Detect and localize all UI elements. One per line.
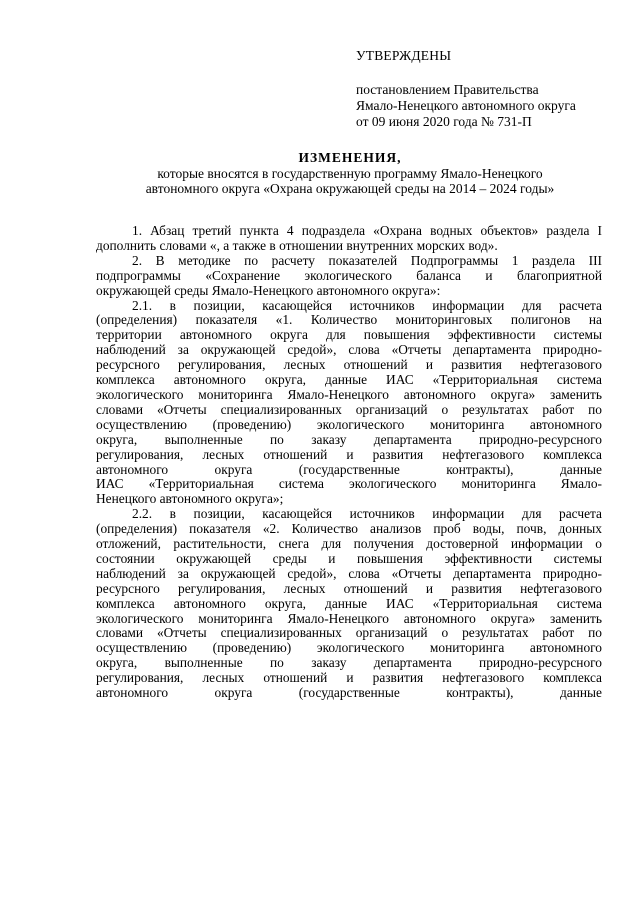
paragraph [96, 224, 602, 254]
paragraph-line: (определения) показателя «1. Количество мониторинговых полигонов на [96, 312, 602, 328]
paragraph-line: наблюдений за окружающей средой», слова «Отчеты департамента природно- [96, 342, 602, 358]
approval-stamp [356, 48, 626, 130]
paragraph-line: автономного округа (государственные контракты), данные [96, 461, 602, 477]
paragraph-line: Ненецкого автономного округа»; [96, 491, 284, 507]
paragraph [96, 299, 602, 508]
paragraph-line: осуществлению (проведению) экологического мониторинга автономного [96, 416, 602, 432]
paragraph-line: окружающей среды Ямало-Ненецкого автономного округа»: [96, 282, 441, 298]
paragraph-line: комплекса автономного округа, данные ИАС «Территориальная система [96, 372, 602, 388]
paragraph-line: экологического мониторинга Ямало-Ненецкого автономного округа» заменить [96, 610, 602, 626]
paragraph-line: словами «Отчеты специализированных организаций о результатах работ по [96, 625, 602, 641]
paragraph-line: округа, выполненные по заказу департамента природно-ресурсного [96, 431, 602, 447]
paragraph-line: округа, выполненные по заказу департамента природно-ресурсного [96, 655, 602, 671]
paragraph [96, 507, 602, 701]
paragraph-line: осуществлению (проведению) экологического мониторинга автономного [96, 640, 602, 656]
paragraph-line: автономного округа (государственные контракты), данные [96, 685, 602, 701]
document-subtitle-line: которые вносятся в государственную программу Ямало-Ненецкого [157, 166, 543, 181]
paragraph-line: 2.2. в позиции, касающейся источников информации для расчета [132, 506, 602, 522]
paragraph-line: ИАС «Территориальная система экологического мониторинга Ямало- [96, 476, 602, 492]
paragraph-line: 2. В методике по расчету показателей Подпрограммы 1 раздела III [132, 252, 602, 268]
paragraph-line: 1. Абзац третий пункта 4 подраздела «Охрана водных объектов» раздела I [132, 223, 602, 238]
paragraph-line: дополнить словами «, а также в отношении внутренних морских вод». [96, 237, 498, 253]
paragraph [96, 254, 602, 299]
paragraph-line: подпрограммы «Сохранение экологического баланса и благоприятной [96, 267, 602, 283]
approval-line: постановлением Правительства [356, 82, 539, 97]
paragraph-line: ресурсного регулирования, лесных отношений и развития нефтегазового [96, 357, 602, 373]
document-title: ИЗМЕНЕНИЯ, [298, 150, 402, 165]
paragraph-line: регулирования, лесных отношений и развития нефтегазового комплекса [96, 670, 602, 686]
paragraph-line: регулирования, лесных отношений и развития нефтегазового комплекса [96, 446, 602, 462]
paragraph-line: экологического мониторинга Ямало-Ненецкого автономного округа» заменить [96, 386, 602, 402]
paragraph-line: отложений, растительности, снега для получения достоверной информации о [96, 536, 602, 552]
approval-heading: УТВЕРЖДЕНЫ [356, 48, 452, 63]
paragraph-line: словами «Отчеты специализированных организаций о результатах работ по [96, 401, 602, 417]
document-subtitle-line: автономного округа «Охрана окружающей среды на 2014 – 2024 годы» [145, 181, 555, 196]
approval-line: от 09 июня 2020 года № 731-П [356, 114, 532, 129]
paragraph-line: ресурсного регулирования, лесных отношений и развития нефтегазового [96, 580, 602, 596]
paragraph-line: состоянии окружающей среды и повышения эффективности системы [96, 550, 602, 566]
approval-line: Ямало-Ненецкого автономного округа [356, 98, 576, 113]
paragraph-line: 2.1. в позиции, касающейся источников информации для расчета [132, 297, 602, 313]
document-title-block [60, 150, 640, 196]
paragraph-line: территории автономного округа для повышения эффективности системы [96, 327, 602, 343]
paragraph-line: (определения) показателя «2. Количество анализов проб воды, почв, донных [96, 521, 602, 537]
paragraph-line: наблюдений за окружающей средой», слова «Отчеты департамента природно- [96, 565, 602, 581]
paragraph-line: комплекса автономного округа, данные ИАС «Территориальная система [96, 595, 602, 611]
document-body [96, 224, 602, 701]
